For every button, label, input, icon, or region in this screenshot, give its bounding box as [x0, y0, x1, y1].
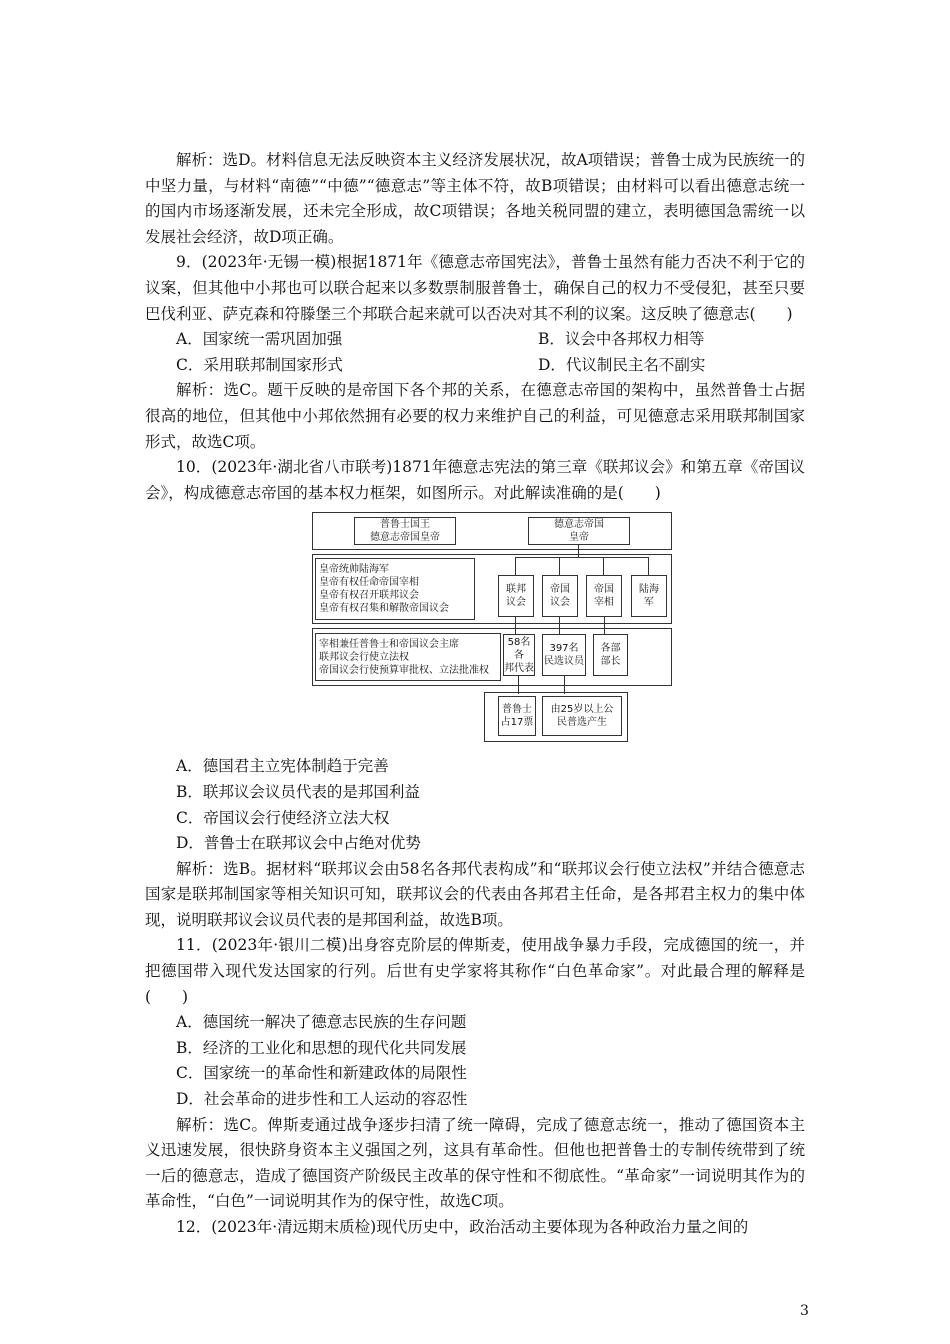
functions-box-line: 宰相兼任普鲁士和帝国议会主席 — [319, 638, 459, 650]
organ-box-2-line: 宰相 — [594, 597, 614, 609]
member-box-0 — [503, 634, 535, 676]
member-box-2 — [593, 634, 628, 676]
powers-box-line: 皇帝有权召集和解散帝国议会 — [319, 603, 449, 615]
answer-option: A．德国君主立宪体制趋于完善 — [176, 757, 389, 776]
member-box-1-line: 397名 — [549, 643, 579, 655]
connector-line — [648, 557, 649, 575]
connector-line — [515, 617, 516, 634]
answer-option: B．联邦议会议员代表的是邦国利益 — [176, 782, 420, 801]
emperor-box-line: 德意志帝国 — [554, 519, 604, 531]
organ-box-3-line: 军 — [644, 597, 654, 609]
functions-box — [315, 633, 501, 681]
bottom-box-election-line: 民普选产生 — [556, 717, 607, 729]
page-content — [145, 148, 805, 1241]
connector-line — [564, 676, 565, 694]
member-box-0-line: 邦代表 — [504, 662, 534, 674]
powers-box-line: 皇帝有权召开联邦议会 — [319, 590, 419, 602]
connector-line — [515, 557, 516, 575]
organ-box-1-line: 帝国 — [550, 584, 570, 596]
emperor-box-line: 皇帝 — [569, 532, 589, 544]
answer-option: C．帝国议会行使经济立法大权 — [176, 808, 390, 827]
organ-box-0-line: 联邦 — [506, 584, 526, 596]
king-box-line: 普鲁士国王 — [380, 519, 430, 531]
answer-option: A．国家统一需巩固加强 — [176, 330, 343, 349]
organ-box-2-line: 帝国 — [594, 584, 614, 596]
organ-box-0 — [498, 575, 534, 617]
member-box-0-line: 58名各 — [507, 636, 531, 661]
answer-option: D．代议制民主名不副实 — [538, 355, 706, 374]
constitution-diagram — [312, 512, 672, 744]
powers-box-line: 皇帝统帅陆海军 — [319, 564, 389, 576]
answer-option: B．经济的工业化和思想的现代化共同发展 — [176, 1038, 467, 1057]
bottom-box-prussia-line: 占17票 — [500, 717, 534, 729]
text-paragraph: 解析：选B。据材料“联邦议会由58名各邦代表构成”和“联邦议会行使立法权”并结合德意志国家是联邦制国家等相关知识可知，联邦议会的代表由各邦君主任命，是各邦君主权力的集中体现，说明联邦议会议员代表的是邦国利益，故选B项。 — [145, 859, 806, 929]
text-paragraph: 解析：选C。题干反映的是帝国下各个邦的关系，在德意志帝国的架构中，虽然普鲁士占据很高的地位，但其他中小邦依然拥有必要的权力来维护自己的利益，可见德意志采用联邦制国家形式，故选C项。 — [145, 381, 805, 451]
connector-line — [559, 557, 560, 575]
king-box — [354, 517, 456, 545]
organ-box-1 — [542, 575, 578, 617]
connector-line — [578, 545, 579, 557]
answer-option: C．国家统一的革命性和新建政体的局限性 — [176, 1064, 467, 1083]
member-box-1 — [542, 634, 586, 676]
text-paragraph: 12．(2023年·清远期末质检)现代历史中，政治活动主要体现为各种政治力量之间的 — [176, 1218, 749, 1236]
bottom-box-election — [542, 696, 622, 736]
member-box-1-line: 民选议员 — [544, 656, 584, 668]
powers-box-line: 皇帝有权任命帝国宰相 — [319, 577, 419, 589]
connector-line — [604, 617, 605, 634]
page-number: 3 — [800, 1303, 809, 1319]
bottom-box-election-line: 由25岁以上公 — [550, 704, 614, 716]
answer-option: D．普鲁士在联邦议会中占绝对优势 — [176, 834, 421, 853]
text-paragraph: 10．(2023年·湖北省八市联考)1871年德意志宪法的第三章《联邦议会》和第五章《帝国议会》，构成德意志帝国的基本权力框架，如图所示。对此解读准确的是( ) — [145, 458, 805, 502]
bottom-box-prussia — [498, 696, 536, 736]
powers-box — [315, 558, 475, 620]
answer-option: D．社会革命的进步性和工人运动的容忍性 — [176, 1090, 468, 1109]
functions-box-line: 联邦议会行使立法权 — [319, 651, 409, 663]
answer-option: A．德国统一解决了德意志民族的生存问题 — [176, 1013, 467, 1032]
text-paragraph: 解析：选D。材料信息无法反映资本主义经济发展状况，故A项错误；普鲁士成为民族统一的中坚力量，与材料“南德”“中德”“德意志”等主体不符，故B项错误；由材料可以看出德意志统一的国内市场逐渐发展，还未完全形成，故C项错误；各地关税同盟的建立，表明德国急需统一以发展社会经济，故D项正确。 — [145, 151, 805, 246]
organ-box-0-line: 议会 — [506, 597, 526, 609]
organ-box-1-line: 议会 — [550, 597, 570, 609]
text-paragraph: 解析：选C。俾斯麦通过战争逐步扫清了统一障碍，完成了德意志统一，推动了德国资本主义迅速发展，很快跻身资本主义强国之列，这具有革命性。但他也把普鲁士的专制传统带到了统一后的德意志，造成了德国资产阶级民主改革的保守性和不彻底性。“革命家”一词说明其作为的革命性，“白色”一词说明其作为的保守性，故选C项。 — [145, 1115, 805, 1211]
functions-box-line: 帝国议会行使预算审批权、立法批准权 — [319, 664, 489, 676]
organ-box-3-line: 陆海 — [639, 584, 659, 596]
connector-line — [559, 617, 560, 634]
text-paragraph: 11．(2023年·银川二模)出身容克阶层的俾斯麦，使用战争暴力手段，完成德国的统一，并把德国带入现代发达国家的行列。后世有史学家将其称作“白色革命家”。对此最合理的解释是( ) — [145, 936, 805, 1006]
connector-line — [518, 676, 519, 694]
connector-line — [515, 557, 649, 558]
emperor-box — [528, 517, 630, 545]
answer-option: B．议会中各邦权力相等 — [538, 330, 705, 349]
member-box-2-line: 各部 — [600, 643, 621, 655]
text-paragraph: 9．(2023年·无锡一模)根据1871年《德意志帝国宪法》，普鲁士虽然有能力否决不利于它的议案，但其他中小邦也可以联合起来以多数票制服普鲁士，确保自己的权力不受侵犯，甚至只要巴伐利亚、萨克森和符滕堡三个邦联合起来就可以否决对其不利的议案。这反映了德意志( ) — [145, 253, 805, 323]
organ-box-2 — [586, 575, 622, 617]
answer-option-row — [145, 327, 805, 353]
answer-option: C．采用联邦制国家形式 — [176, 355, 343, 374]
member-box-2-line: 部长 — [600, 656, 621, 668]
answer-option-row — [145, 353, 805, 379]
bottom-box-prussia-line: 普鲁士 — [501, 704, 532, 716]
king-box-line: 德意志帝国皇帝 — [370, 532, 440, 544]
connector-line — [603, 557, 604, 575]
organ-box-3 — [631, 575, 667, 617]
